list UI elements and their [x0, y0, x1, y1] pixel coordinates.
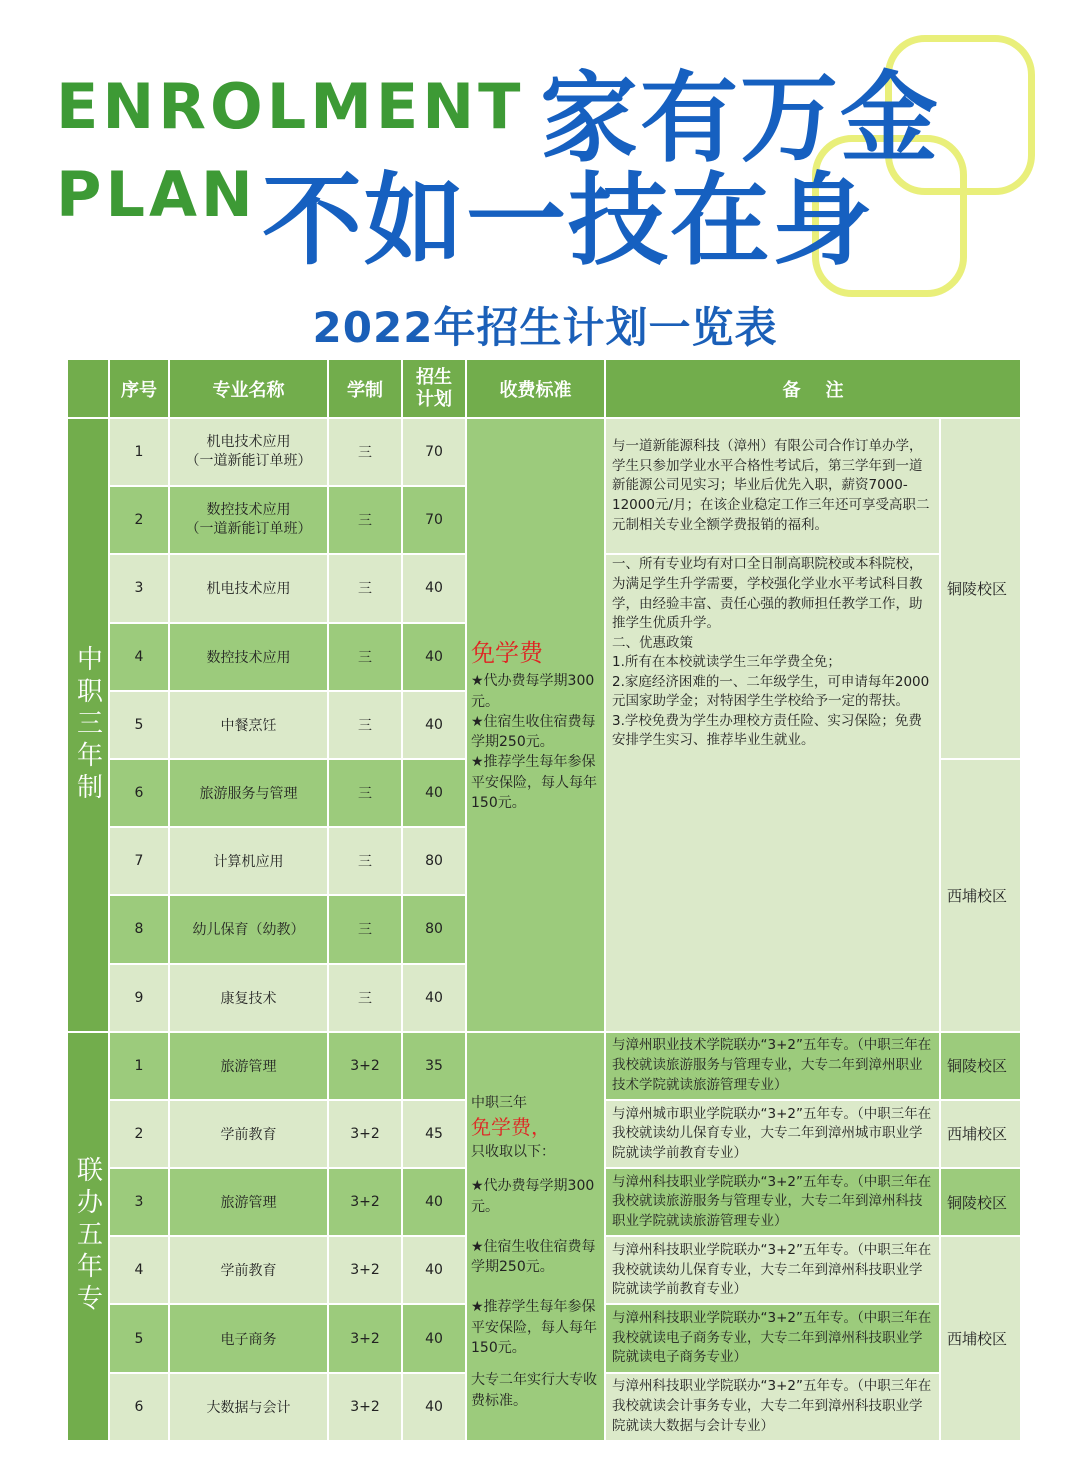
campus-xipu-joint: 西埔校区	[941, 1237, 1020, 1440]
table-cell-plan: 80	[403, 896, 465, 962]
table-cell-duration: 3+2	[329, 1237, 401, 1303]
table-cell-plan: 45	[403, 1101, 465, 1167]
table-cell-duration: 三	[329, 624, 401, 690]
table-cell-remark: 与漳州科技职业学院联办“3+2”五年专。（中职三年在我校就读旅游服务与管理专业，大专二年到漳州科技职业学院就读旅游管理专业）	[606, 1169, 939, 1235]
fee-sub: 只收取以下：	[471, 1143, 555, 1160]
remark-general-policy	[606, 555, 939, 1030]
table-cell-seq: 3	[110, 1169, 168, 1235]
table-cell-plan: 40	[403, 1169, 465, 1235]
header-seq: 序号	[110, 360, 168, 417]
title-english-line2: PLAN	[56, 158, 257, 231]
table-cell-duration: 三	[329, 828, 401, 894]
fee-item: 大专二年实行大专收费标准。	[471, 1372, 597, 1409]
free-tuition-label: 免学费	[471, 639, 543, 668]
table-cell-plan: 40	[403, 692, 465, 758]
header-corner	[68, 360, 108, 417]
fee-standard-vocational	[467, 419, 604, 1031]
header-plan	[403, 360, 465, 417]
table-cell-plan: 40	[403, 965, 465, 1031]
free-tuition-label: 免学费，	[471, 1114, 551, 1139]
table-cell-seq: 5	[110, 1305, 168, 1371]
table-cell-plan: 70	[403, 487, 465, 553]
table-cell-plan: 80	[403, 828, 465, 894]
slogan-line2: 不如一技在身	[262, 162, 874, 279]
table-cell-duration: 3+2	[329, 1101, 401, 1167]
page-subtitle: 2022年招生计划一览表	[312, 303, 778, 352]
slogan-line1: 家有万金	[540, 62, 941, 176]
table-cell-major: 旅游服务与管理	[170, 760, 327, 826]
table-cell-plan: 40	[403, 1237, 465, 1303]
table-cell-plan: 35	[403, 1033, 465, 1099]
table-cell-major: 大数据与会计	[170, 1374, 327, 1440]
table-cell-remark: 与漳州科技职业学院联办“3+2”五年专。（中职三年在我校就读幼儿保育专业，大专二年到漳州科技职业学院就读学前教育专业）	[606, 1237, 939, 1303]
table-cell-campus: 西埔校区	[941, 1101, 1020, 1167]
category-joint-5yr: 联办五年专	[68, 1033, 108, 1440]
table-cell-campus: 铜陵校区	[941, 1033, 1020, 1099]
table-cell-seq: 4	[110, 1237, 168, 1303]
fee-intro: 中职三年	[471, 1094, 527, 1111]
table-cell-seq: 6	[110, 760, 168, 826]
enrolment-table	[68, 360, 1008, 1434]
table-cell-plan: 40	[403, 1305, 465, 1371]
table-cell-seq: 9	[110, 965, 168, 1031]
header-fee: 收费标准	[467, 360, 604, 417]
table-cell-duration: 3+2	[329, 1169, 401, 1235]
table-cell-plan: 40	[403, 624, 465, 690]
table-cell-remark: 与漳州职业技术学院联办“3+2”五年专。（中职三年在我校就读旅游服务与管理专业，大专二年到漳州职业技术学院就读旅游管理专业）	[606, 1033, 939, 1099]
table-cell-seq: 4	[110, 624, 168, 690]
fee-item: ★代办费每学期300元。	[471, 673, 595, 710]
table-cell-duration: 三	[329, 555, 401, 621]
campus-tongling: 铜陵校区	[941, 419, 1020, 758]
fee-item: ★住宿生收住宿费每学期250元。	[471, 1238, 596, 1276]
table-cell-major: 学前教育	[170, 1101, 327, 1167]
table-cell-major: 机电技术应用	[170, 555, 327, 621]
table-cell-seq: 7	[110, 828, 168, 894]
table-cell-major: 康复技术	[170, 965, 327, 1031]
fee-item: ★推荐学生每年参保平安保险，每人每年150元。	[471, 754, 597, 811]
table-cell-major: 计算机应用	[170, 828, 327, 894]
table-cell-seq: 1	[110, 1033, 168, 1099]
major-name: 数控技术应用	[206, 501, 291, 518]
major-name: 机电技术应用	[206, 433, 291, 450]
title-english-line1: ENROLMENT	[56, 70, 525, 143]
table-cell-remark: 与漳州科技职业学院联办“3+2”五年专。（中职三年在我校就读会计事务专业，大专二年到漳州科技职业学院就读大数据与会计专业）	[606, 1374, 939, 1440]
policy-line: 2.家庭经济困难的一、二年级学生，可申请每年2000元国家助学金；对特困学生学校给予一定的帮扶。	[612, 673, 930, 710]
header-remarks: 备 注	[606, 360, 1020, 417]
table-cell-remark: 与漳州科技职业学院联办“3+2”五年专。（中职三年在我校就读电子商务专业，大专二年到漳州科技职业学院就读电子商务专业）	[606, 1305, 939, 1371]
fee-standard-joint	[467, 1033, 604, 1440]
major-subname: （一道新能订单班）	[185, 521, 312, 538]
table-cell-seq: 3	[110, 555, 168, 621]
table-cell-major: 中餐烹饪	[170, 692, 327, 758]
table-cell-major: 旅游管理	[170, 1033, 327, 1099]
major-subname: （一道新能订单班）	[185, 453, 312, 470]
policy-line: 二、优惠政策	[612, 634, 693, 651]
category-vocational-3yr: 中职三年制	[68, 419, 108, 1031]
header-plan-line2: 计划	[416, 388, 452, 410]
table-cell-duration: 三	[329, 896, 401, 962]
fee-item: ★住宿生收住宿费每学期250元。	[471, 713, 596, 751]
table-cell-major: 学前教育	[170, 1237, 327, 1303]
table-cell-seq: 6	[110, 1374, 168, 1440]
table-cell-duration: 三	[329, 760, 401, 826]
table-cell-major	[170, 419, 327, 485]
policy-line: 一、所有专业均有对口全日制高职院校或本科院校，为满足学生升学需要，学校强化学业水平考试科目教学，由经验丰富、责任心强的教师担任教学工作，助推学生优质升学。	[612, 556, 923, 632]
header-plan-line1: 招生	[416, 366, 452, 388]
table-cell-duration: 3+2	[329, 1305, 401, 1371]
table-cell-campus: 铜陵校区	[941, 1169, 1020, 1235]
table-cell-plan: 40	[403, 760, 465, 826]
table-cell-major: 旅游管理	[170, 1169, 327, 1235]
table-cell-duration: 3+2	[329, 1374, 401, 1440]
table-cell-major	[170, 487, 327, 553]
table-cell-duration: 三	[329, 692, 401, 758]
table-cell-seq: 1	[110, 419, 168, 485]
table-cell-seq: 5	[110, 692, 168, 758]
header-duration: 学制	[329, 360, 401, 417]
header-major: 专业名称	[170, 360, 327, 417]
table-cell-duration: 三	[329, 965, 401, 1031]
table-cell-plan: 70	[403, 419, 465, 485]
table-cell-major: 幼儿保育（幼教）	[170, 896, 327, 962]
table-cell-seq: 2	[110, 1101, 168, 1167]
table-cell-duration: 3+2	[329, 1033, 401, 1099]
table-cell-duration: 三	[329, 487, 401, 553]
table-cell-major: 电子商务	[170, 1305, 327, 1371]
table-cell-remark: 与漳州城市职业学院联办“3+2”五年专。（中职三年在我校就读幼儿保育专业，大专二年到漳州城市职业学院就读学前教育专业）	[606, 1101, 939, 1167]
table-cell-plan: 40	[403, 555, 465, 621]
policy-line: 1.所有在本校就读学生三年学费全免；	[612, 654, 841, 671]
fee-item: ★推荐学生每年参保平安保险，每人每年150元。	[471, 1299, 597, 1357]
table-cell-major: 数控技术应用	[170, 624, 327, 690]
remark-order-class: 与一道新能源科技（漳州）有限公司合作订单办学，学生只参加学业水平合格性考试后，第三学年到一道新能源公司见实习；毕业后优先入职，薪资7000-12000元/月；在该企业稳定工作三年还可享受高职二元制相关专业全额学费报销的福利。	[606, 419, 939, 553]
fee-item: ★代办费每学期300元。	[471, 1178, 595, 1215]
table-cell-seq: 8	[110, 896, 168, 962]
table-cell-plan: 40	[403, 1374, 465, 1440]
policy-line: 3.学校免费为学生办理校方责任险、实习保险；免费安排学生实习、推荐毕业生就业。	[612, 712, 922, 749]
table-cell-duration: 三	[329, 419, 401, 485]
campus-xipu: 西埔校区	[941, 760, 1020, 1031]
table-cell-seq: 2	[110, 487, 168, 553]
